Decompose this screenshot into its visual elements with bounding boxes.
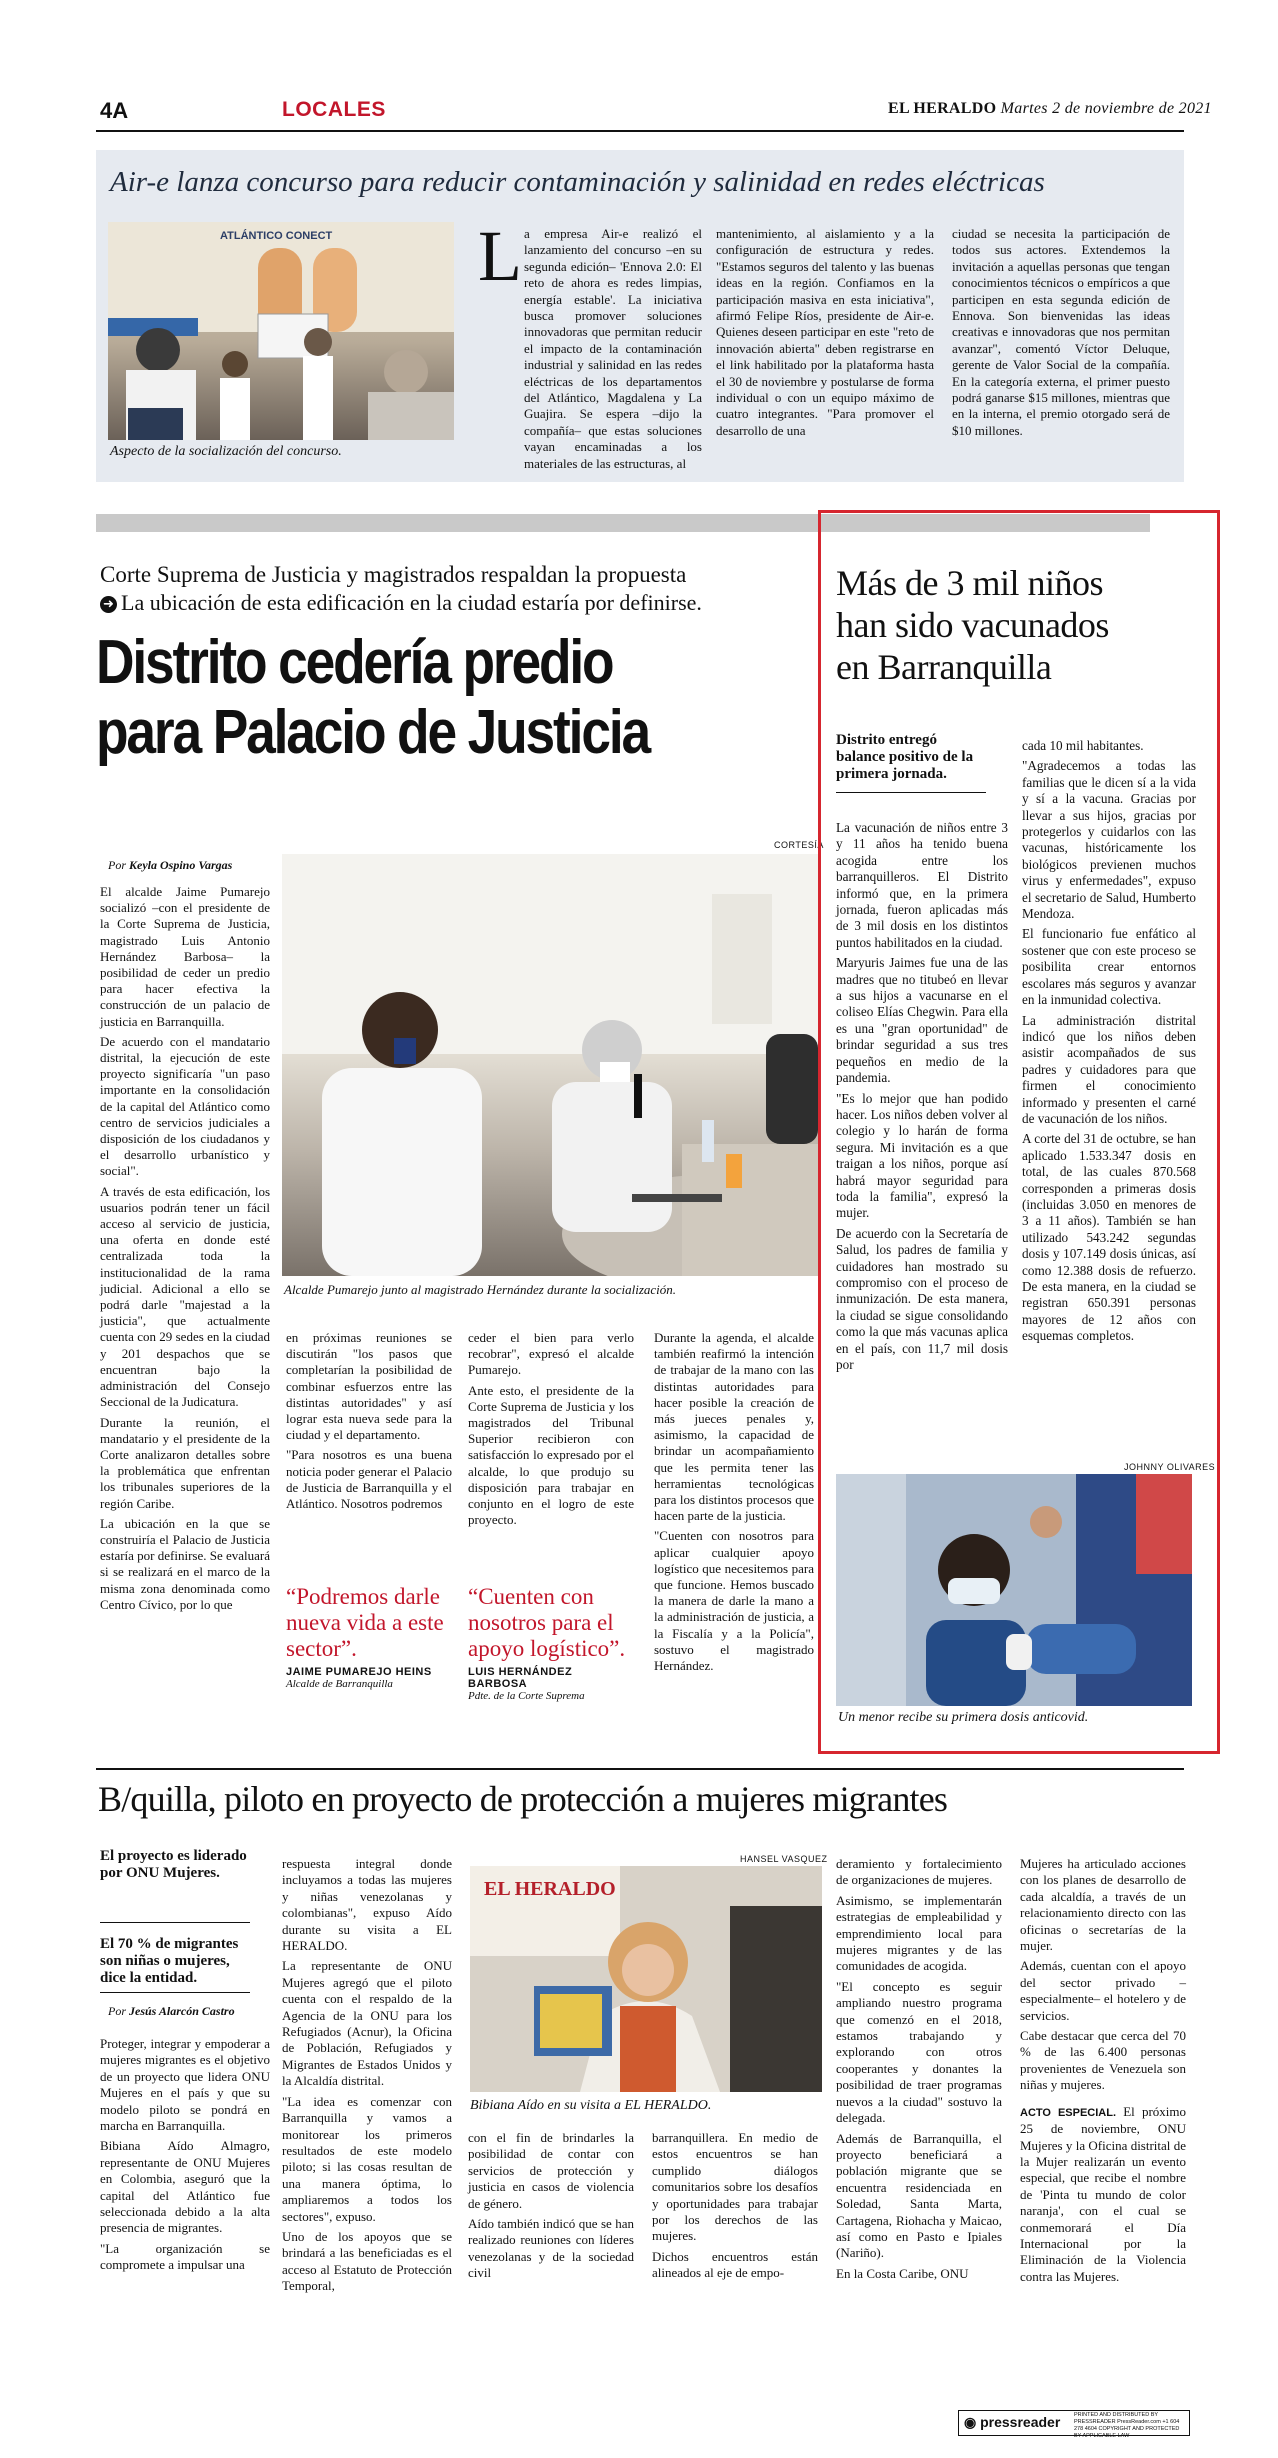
main-col3 xyxy=(468,1330,634,1532)
bottom-col1-p2: Bibiana Aído Almagro, representante de ONU Mujeres en Colombia, aseguró que la capital del Atlántico fue seleccionada debido a la alta presencia de migrantes. xyxy=(100,2138,270,2236)
pressreader-text: pressreader xyxy=(980,2414,1061,2430)
bottom-lead-1: El proyecto es liderado por ONU Mujeres. xyxy=(100,1848,247,1881)
bottom-lead-2: El 70 % de migrantes son niñas o mujeres, dice la entidad. xyxy=(100,1936,239,1986)
main-col1-p2: De acuerdo con el mandatario distrital, la ejecución de este proyecto significaría "un paso importante en la consolidación de la capital del Atlántico como centro de servicios judiciales a disposición de los ciudadanos y el desarrollo urbanístico y social". xyxy=(100,1033,270,1179)
main-col3-p1: ceder el bien para verlo recobrar", expresó el alcalde Pumarejo. xyxy=(468,1330,634,1378)
sidebar-photo xyxy=(836,1474,1192,1706)
bottom-col2 xyxy=(282,1856,452,2299)
top-article-col3-text: ciudad se necesita la participación de todos sus actores. Extendemos la invitación a aquellas personas que tengan conocimientos técnicos o empíricos a que participen en esta segunda edición de Ennova. Son bienvenidas las ideas creativas e innovadoras que nos permitan avanzar", comentó Víctor Deluque, gerente de Valor Social de la compañía. En la categoría externa, el primer puesto podrá ganarse $15 millones, mientras que en la interna, el premio otorgado será de $10 millones. xyxy=(952,226,1170,438)
main-col4-p1: Durante la agenda, el alcalde también reafirmó la intención de trabajar de la mano con las distintas autoridades para hacer posible la creación de más jueces penales y, asimismo, la capacidad de brindar un acompañamiento que les permita tener las herramientas tecnológicas para los distintos procesos que hacen parte de la justicia. xyxy=(654,1330,814,1524)
bottom-col5-p4: Además de Barranquilla, el proyecto beneficiará a población migrante que se encuentra residenciada en Soledad, Santa Marta, Cartagena, Riohacha y Maicao, así como en Pasto e Ipiales (Nariño). xyxy=(836,2130,1002,2261)
paper-name: EL HERALDO xyxy=(888,100,997,117)
main-col4 xyxy=(654,1330,814,1678)
pull-quote-2-role: Pdte. de la Corte Suprema xyxy=(468,1690,585,1702)
bottom-col1-p1: Proteger, integrar y empoderar a mujeres migrantes es el objetivo de un proyecto que lidera ONU Mujeres en el país y que su modelo piloto se pondrá en marcha en Barranquilla. xyxy=(100,2036,270,2134)
bottom-col5-p1: deramiento y fortalecimiento de organizaciones de mujeres. xyxy=(836,1856,1002,1888)
main-kicker: Corte Suprema de Justicia y magistrados respaldan la propuesta xyxy=(100,562,687,587)
sidebar-col1-p1: La vacunación de niños entre 3 y 11 años ha tenido buena acogida entre los barranquilleros. El Distrito informó que, en la primera jornada, fueron aplicadas más de 3 mil dosis en los distintos puntos habilitados en la ciudad. xyxy=(836,820,1008,950)
bottom-col2-p1: respuesta integral donde incluyamos a todas las mujeres y niñas venezolanas y colombianas", expuso Aído durante su visita a EL HERALDO. xyxy=(282,1856,452,1954)
main-col1-p1: El alcalde Jaime Pumarejo socializó –con el presidente de la Corte Suprema de Justicia, magistrado Luis Antonio Hernández Barbosa– la posibilidad de ceder un predio para hacer efectiva la construcción de un palacio de justicia en Barranquilla. xyxy=(100,884,270,1029)
vaccination-photo-illustration xyxy=(836,1474,1192,1706)
bottom-byline-author: Jesús Alarcón Castro xyxy=(129,2004,235,2018)
sidebar-photo-caption: Un menor recibe su primera dosis anticovid. xyxy=(838,1710,1089,1725)
bottom-col3-p1: con el fin de brindarles la posibilidad de contar con servicios de protección y justicia en casos de violencia de género. xyxy=(468,2130,634,2211)
main-headline-line2: para Palacio de Justicia xyxy=(96,698,649,767)
main-col2-p2: "Para nosotros es una buena noticia poder generar el Palacio de Justicia de Barranquilla y el Atlántico. Nosotros podremos xyxy=(286,1447,452,1512)
sidebar-col1-p3: "Es lo mejor que han podido hacer. Los niños deben volver al colegio y lo harán de forma segura. Mi invitación es a que traigan a los niños, porque así habrá mayor seguridad para toda la familia", expresó la mujer. xyxy=(836,1090,1008,1221)
bottom-lead-rule-2 xyxy=(100,1992,250,1993)
main-col1-p4: Durante la reunión, el mandatario y el presidente de la Corte analizaron detalles sobre la problemática que enfrentan los tribunales superiores de la región Caribe. xyxy=(100,1414,270,1511)
pull-quote-1-text: “Podremos darle nueva vida a este sector”. xyxy=(286,1584,444,1661)
bottom-col6-special xyxy=(1020,2104,1186,2285)
main-col1 xyxy=(100,884,270,1617)
pressreader-icon: ◉ xyxy=(964,2414,977,2430)
bottom-col5-p5: En la Costa Caribe, ONU xyxy=(836,2265,969,2281)
bottom-lead-rule-1 xyxy=(100,1922,250,1923)
main-photo-caption: Alcalde Pumarejo junto al magistrado Hernández durante la socialización. xyxy=(284,1282,677,1297)
main-subkicker-text: La ubicación de esta edificación en la ciudad estaría por definirse. xyxy=(121,590,702,615)
masthead xyxy=(888,100,1212,118)
byline-prefix: Por xyxy=(108,858,126,872)
sidebar-col1 xyxy=(836,820,1008,1377)
top-article-col1-text: a empresa Air-e realizó el lanzamiento del concurso –en su segunda edición– 'Ennova 2.0: El reto de ahora es redes limpias, energía estable'. La iniciativa busca promover soluciones innovadoras que permitan reducir el impacto de la contaminación industrial y salinidad en las redes eléctricas de los departamentos del Atlántico, Magdalena y La Guajira. Se espera –dijo la compañía– que estas soluciones vayan encaminadas a los materiales de las estructuras, al xyxy=(524,226,702,471)
photo-sign-heraldo: EL HERALDO xyxy=(484,1878,616,1900)
main-byline xyxy=(108,858,232,873)
sidebar-col2-p4: La administración distrital indicó que los niños deben asistir acompañados de sus padres y cuidadores para que firmen el conocimiento informado y presenten el carné de vacunación de los niños. xyxy=(1022,1012,1196,1126)
top-article-title: Air-e lanza concurso para reducir contaminación y salinidad en redes eléctricas xyxy=(110,166,1045,198)
pull-quote-2 xyxy=(468,1584,634,1702)
pull-quote-2-name: LUIS HERNÁNDEZ BARBOSA xyxy=(468,1666,573,1690)
top-article-photo xyxy=(108,222,454,440)
pressreader-fine-print: PRINTED AND DISTRIBUTED BY PRESSREADER PressReader.com +1 604 278 4604 COPYRIGHT AND PROTECTED BY APPLICABLE LAW xyxy=(1074,2412,1180,2439)
sidebar-title-line1: Más de 3 mil niños xyxy=(836,563,1103,603)
bottom-col5-p3: "El concepto es seguir ampliando nuestro programa que comenzó en el 2018, estamos trabajando y explorando con otros cooperantes y donantes la posibilidad de traer programas nuevos a la ciudad" sostuvo la delegada. xyxy=(836,1978,1002,2126)
byline-author: Keyla Ospino Vargas xyxy=(129,858,233,872)
page-number: 4A xyxy=(100,98,129,123)
pull-quote-1-role: Alcalde de Barranquilla xyxy=(286,1678,393,1690)
bottom-col1-p3: "La organización se compromete a impulsar una xyxy=(100,2240,270,2273)
sidebar-col2-p5: A corte del 31 de octubre, se han aplicado 1.533.347 dosis en total, de las cuales 870.568 corresponden a primeras dosis (incluidas 3.050 en menores de 3 a 11 años). También se han utilizado 543.242 segundas dosis y 107.149 dosis únicas, así como 12.388 dosis de refuerzo. De esta manera, en la ciudad se registran 650.391 personas mayores de 12 años con esquemas completos. xyxy=(1022,1131,1196,1344)
bottom-col6-p1: Mujeres ha articulado acciones con los planes de desarrollo de cada alcaldía, a través de un relacionamiento directo con las oficinas o secretarías de la mujer. xyxy=(1020,1856,1186,1954)
sidebar-col2-p2: "Agradecemos a todas las familias que le dicen sí a la vida y sí a la vacuna. Gracias por llevar a sus hijos, gracias por protegerlos y cuidarlos con las vacunas, históricamente los biológicos previenen muchos virus y enfermedades", expuso el secretario de Salud, Humberto Mendoza. xyxy=(1022,758,1196,922)
pressreader-logo xyxy=(964,2414,1060,2431)
bottom-col6-p2: Además, cuentan con el apoyo del sector privado –especialmente– el hotelero y de servicios. xyxy=(1020,1958,1186,2023)
main-headline xyxy=(96,628,827,768)
arrow-right-icon: ➜ xyxy=(100,596,117,613)
top-article-col2-text: mantenimiento, al aislamiento y a la configuración de estructura y redes. "Estamos seguros del talento y las buenas ideas en la región. Confiamos en la participación masiva en esta iniciativa", afirmó Felipe Ríos, presidente de Air-e. Quienes deseen participar en este "reto de innovación abierta" deben registrarse en el link habilitado por la plataforma hasta el 30 de noviembre y postularse de forma individual o con un equipo máximo de cuatro integrantes. "Para promover el desarrollo de una xyxy=(716,226,934,438)
special-text: El próximo 25 de noviembre, ONU Mujeres y la Oficina distrital de la Mujer realizarán un evento especial, que recibe el nombre de 'Pinta tu mundo de color naranja', con el cual se conmemorará el Día Internacional por la Eliminación de la Violencia contra las Mujeres. xyxy=(1020,2103,1187,2284)
main-photo xyxy=(282,854,818,1276)
issue-date: Martes 2 de noviembre de 2021 xyxy=(1000,100,1212,117)
bottom-col1 xyxy=(100,2036,270,2278)
sidebar-title-line3: en Barranquilla xyxy=(836,647,1052,687)
main-photo-credit: CORTESÍA xyxy=(774,840,824,850)
drop-cap: L xyxy=(478,216,522,296)
bottom-col3 xyxy=(468,2130,634,2286)
bottom-story-title: B/quilla, piloto en proyecto de protección a mujeres migrantes xyxy=(98,1779,948,1819)
main-col3-p2: Ante esto, el presidente de la Corte Suprema de Justicia y los magistrados del Tribunal Superior recibieron con satisfacción lo expresado por el alcalde, lo que produjo su disposición para trabajar en conjunto en el logro de este proyecto. xyxy=(468,1382,634,1528)
main-col1-p5: La ubicación en la que se construiría el Palacio de Justicia estaría por definirse. Se evaluará si se realizará en el marco de la misma zona denominada como Centro Cívico, por lo que xyxy=(100,1515,271,1612)
pull-quote-1-name: JAIME PUMAREJO HEINS xyxy=(286,1666,432,1678)
sidebar-title xyxy=(836,562,1109,688)
bottom-byline-prefix: Por xyxy=(108,2004,126,2018)
sidebar-title-line2: han sido vacunados xyxy=(836,605,1109,645)
pull-quote-2-text: “Cuenten con nosotros para el apoyo logístico”. xyxy=(468,1584,626,1661)
sidebar-col1-p4: De acuerdo con la Secretaría de Salud, los padres de familia y cuidadores han mostrado su compromiso con el proceso de inmunización. De esta manera, la ciudad se sigue consolidando como la que más vacunas aplica en el país, con 11,7 mil dosis por xyxy=(836,1225,1008,1372)
main-col1-p3: A través de esta edificación, los usuarios podrán tener un fácil acceso al servicio de justicia, una oferta en donde esté centralizada toda la institucionalidad de la rama judicial. Adicional a ello se podrá darle "majestad a la justicia", que actualmente cuenta con 29 sedes en la ciudad y 201 despachos que se encuentran bajo la administración del Consejo Seccional de la Judicatura. xyxy=(100,1183,270,1410)
main-col2 xyxy=(286,1330,452,1516)
main-headline-line1: Distrito cedería predio xyxy=(96,628,613,697)
sidebar-col1-p2: Maryuris Jaimes fue una de las madres que no titubeó en llevar a sus hijos a vacunarse en el coliseo Elías Chegwin. Para ella es una "gran oportunidad" de brindar seguridad a sus tres pequeños en medio de la pandemia. xyxy=(836,955,1008,1086)
sidebar-photo-credit: JOHNNY OLIVARES xyxy=(1124,1462,1216,1472)
pull-quote-1 xyxy=(286,1584,446,1690)
bottom-photo-credit: HANSEL VASQUEZ xyxy=(740,1854,828,1864)
sidebar-col2-p1: cada 10 mil habitantes. xyxy=(1022,738,1144,753)
top-article-col1 xyxy=(524,226,702,476)
sidebar-col2-p3: El funcionario fue enfático al sostener que con este proceso se posibilita crear entornos escolares más seguros y avanzar en la inmunidad colectiva. xyxy=(1022,926,1196,1008)
bottom-col2-p3: "La idea es comenzar con Barranquilla y vamos a monitorear los primeros resultados de este modelo piloto; si las cosas resultan de una manera óptima, lo ampliaremos a todos los sectores", expuso. xyxy=(282,2093,452,2224)
bottom-col5-p2: Asimismo, se implementarán estrategias de empleabilidad y emprendimiento local para mujeres migrantes y de las comunidades de acogida. xyxy=(836,1892,1002,1974)
bottom-photo xyxy=(470,1866,822,2092)
sidebar-lead-rule xyxy=(836,792,986,793)
bottom-col6 xyxy=(1020,1856,1186,2289)
bottom-col2-p4: Uno de los apoyos que se brindará a las beneficiadas es el acceso al Estatuto de Protección Temporal, xyxy=(282,2228,452,2294)
sidebar-lead: Distrito entregó balance positivo de la primera jornada. xyxy=(836,732,974,782)
bottom-col4 xyxy=(652,2130,818,2286)
sidebar-col2 xyxy=(1022,738,1196,1349)
bottom-story-rule xyxy=(96,1768,1184,1770)
bottom-byline xyxy=(108,2004,235,2019)
meeting-photo-illustration xyxy=(282,854,818,1276)
bottom-col4-p1: barranquillera. En medio de estos encuentros se han cumplido diálogos comunitarios sobre los desafíos y oportunidades para trabajar por los derechos de las mujeres. xyxy=(652,2130,818,2244)
main-col4-p2: "Cuenten con nosotros para aplicar cualquier apoyo logístico que necesitemos para que funcione. Hemos buscado la manera de darle la mano a la administración de justicia, a la Fiscalía y a la Policía", sostuvo el magistrado Hernández. xyxy=(654,1528,814,1674)
bottom-col6-p3: Cabe destacar que cerca del 70 % de las 6.400 personas provenientes de Venezuela son niñas y mujeres. xyxy=(1020,2028,1186,2093)
top-article-caption: Aspecto de la socialización del concurso. xyxy=(110,444,342,459)
top-article-col3 xyxy=(952,226,1170,443)
bottom-col3-p2: Aído también indicó que se han realizado reuniones con líderes venezolanas y de la sociedad civil xyxy=(468,2216,634,2281)
bottom-col2-p2: La representante de ONU Mujeres agregó que el piloto cuenta con el respaldo de la Agencia de la ONU para los Refugiados (Acnur), la Oficina de Población, Refugiados y Migrantes de Estados Unidos y la Alcaldía distrital. xyxy=(282,1958,452,2089)
bottom-col4-p2: Dichos encuentros están alineados al eje de empo- xyxy=(652,2248,818,2281)
main-subkicker xyxy=(100,590,702,616)
bottom-photo-caption: Bibiana Aído en su visita a EL HERALDO. xyxy=(470,2098,712,2113)
main-col2-p1: en próximas reuniones se discutirán "los pasos que completarían la posibilidad de combinar esfuerzos entre las distintas autoridades" y así lograr esta nueva sede para la ciudad y el departamento. xyxy=(286,1330,452,1443)
header-rule xyxy=(96,130,1184,132)
event-photo-illustration xyxy=(108,222,454,440)
special-label: ACTO ESPECIAL. xyxy=(1020,2106,1117,2119)
top-article-col2 xyxy=(716,226,934,443)
bottom-col5 xyxy=(836,1856,1002,2286)
section-name: LOCALES xyxy=(282,98,386,121)
photo-sign: ATLÁNTICO CONECT xyxy=(220,230,333,242)
